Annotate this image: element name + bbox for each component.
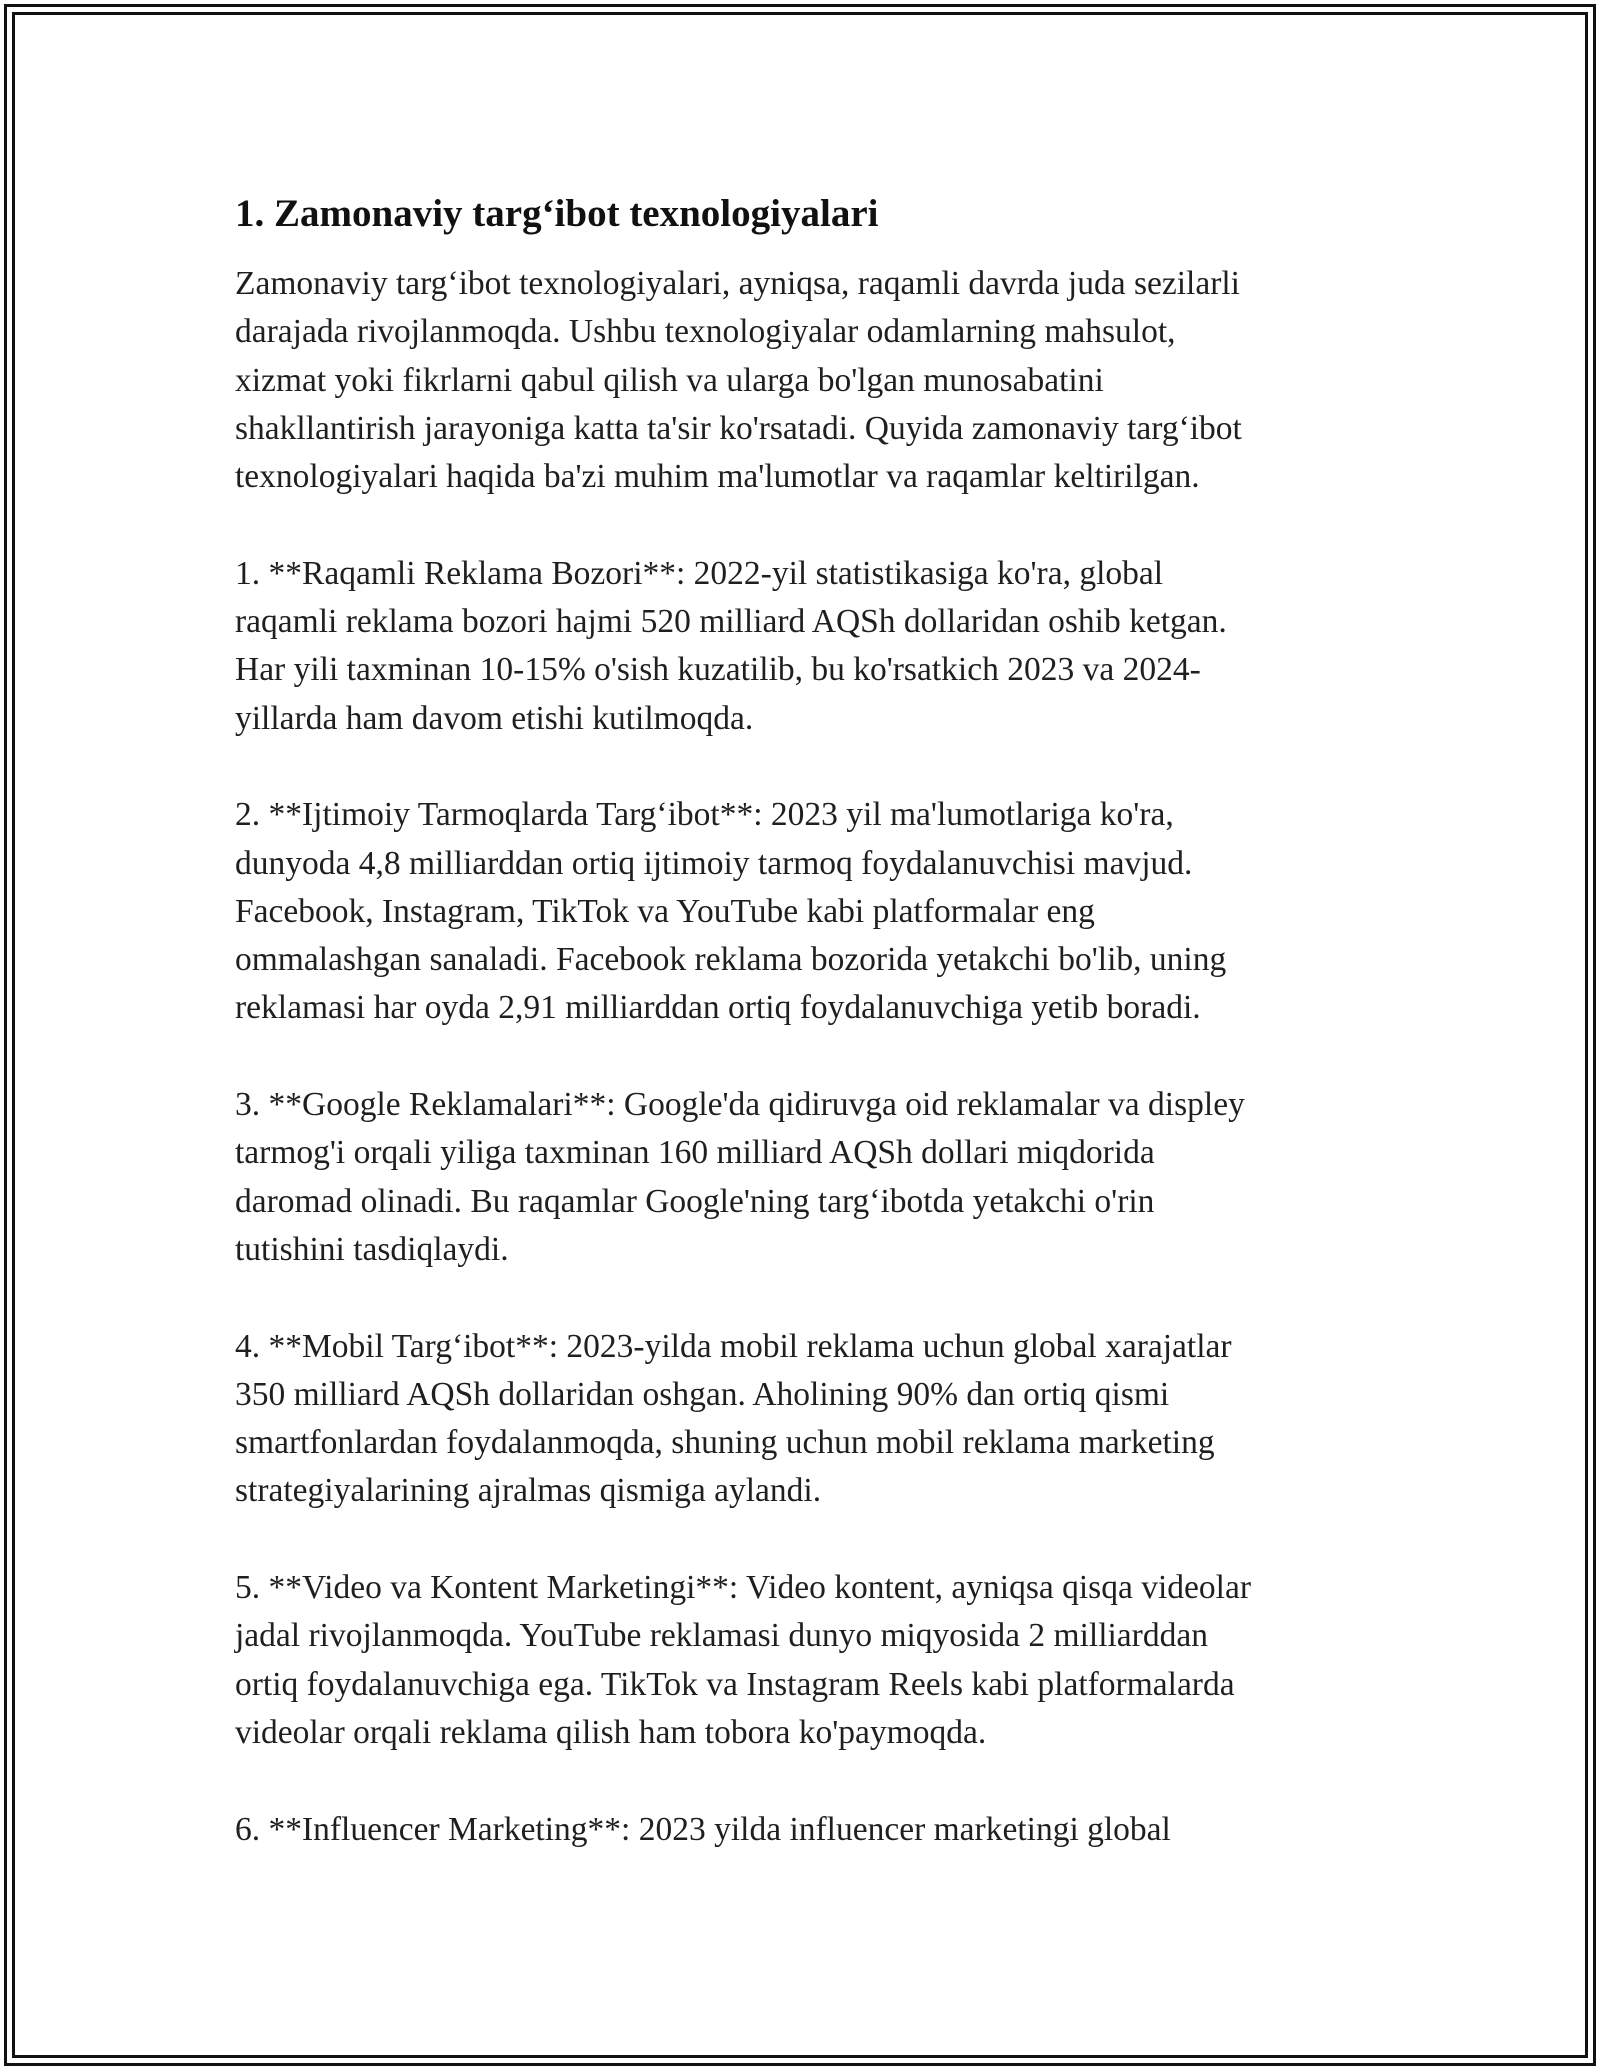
- item-google-ads: 3. **Google Reklamalari**: Google'da qidiruvga oid reklamalar va displey tarmog'i orqali yiliga taxminan 160 milliard AQSh dollari miqdorida daromad olinadi. Bu raqamlar Google'ning targ‘ibotda yetakchi o'rin tutishini tasdiqlaydi.: [235, 1086, 1245, 1268]
- document-body: [235, 188, 1385, 1902]
- item-video-content: 5. **Video va Kontent Marketingi**: Video kontent, ayniqsa qisqa videolar jadal rivojlanmoqda. YouTube reklamasi dunyo miqyosida 2 milliarddan ortiq foydalanuvchiga ega. TikTok va Instagram Reels kabi platformalarda videolar orqali reklama qilish ham tobora ko'paymoqda.: [235, 1569, 1251, 1751]
- item-social-media: 2. **Ijtimoiy Tarmoqlarda Targ‘ibot**: 2023 yil ma'lumotlariga ko'ra, dunyoda 4,8 milliarddan ortiq ijtimoiy tarmoq foydalanuvchisi mavjud. Facebook, Instagram, TikTok va YouTube kabi platformalar eng ommalashgan sanaladi. Facebook reklama bozorida yetakchi bo'lib, uning reklamasi har oyda 2,91 milliarddan ortiq foydalanuvchiga yetib boradi.: [235, 796, 1227, 1027]
- item-influencer-marketing: 6. **Influencer Marketing**: 2023 yilda influencer marketingi global: [235, 1810, 1171, 1848]
- section-heading: 1. Zamonaviy targ‘ibot texnologiyalari: [235, 192, 879, 235]
- item-digital-ad-market: 1. **Raqamli Reklama Bozori**: 2022-yil statistikasiga ko'ra, global raqamli reklama bozori hajmi 520 milliard AQSh dollaridan oshib ketgan. Har yili taxminan 10-15% o'sish kuzatilib, bu ko'rsatkich 2023 va 2024- yillarda ham davom etishi kutilmoqda.: [235, 554, 1227, 737]
- item-mobile-ads: 4. **Mobil Targ‘ibot**: 2023-yilda mobil reklama uchun global xarajatlar 350 milliard AQSh dollaridan oshgan. Aholining 90% dan ortiq qismi smartfonlardan foydalanmoqda, shuning uchun mobil reklama marketing strategiyalarining ajralmas qismiga aylandi.: [235, 1327, 1232, 1510]
- intro-paragraph: Zamonaviy targ‘ibot texnologiyalari, ayniqsa, raqamli davrda juda sezilarli darajada rivojlanmoqda. Ushbu texnologiyalar odamlarning mahsulot, xizmat yoki fikrlarni qabul qilish va ularga bo'lgan munosabatini shakllantirish jarayoniga katta ta'sir ko'rsatadi. Quyida zamonaviy targ‘ibot texnologiyalari haqida ba'zi muhim ma'lumotlar va raqamlar keltirilgan.: [235, 265, 1242, 496]
